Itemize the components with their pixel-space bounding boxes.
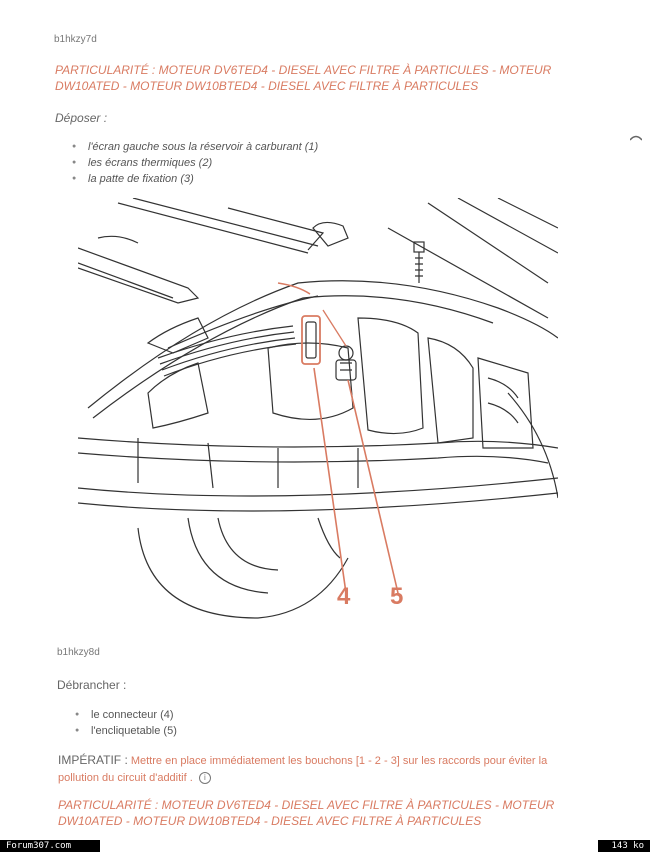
imperatif-label: IMPÉRATIF : (58, 753, 128, 767)
list-item: ● les écrans thermiques (2) (70, 155, 318, 171)
callout-4: 4 (337, 583, 351, 610)
list-item: ● la patte de fixation (3) (70, 171, 318, 187)
footer-site-bar (0, 840, 100, 852)
imperatif-text-line2: pollution du circuit d'additif . (58, 772, 193, 784)
section3-heading-line1: PARTICULARITÉ : MOTEUR DV6TED4 - DIESEL AVEC FILTRE À PARTICULES - MOTEUR (58, 798, 555, 812)
callout-5: 5 (390, 583, 404, 610)
technical-drawing (78, 198, 558, 623)
section1-action-label: Déposer : (55, 111, 108, 125)
info-icon[interactable]: i (199, 772, 211, 784)
reference-code-mid: b1hkzy8d (57, 647, 100, 658)
reference-code-top: b1hkzy7d (54, 34, 97, 45)
section3-heading (58, 797, 618, 829)
list-item: ● l'encliquetable (5) (73, 723, 177, 739)
section1-heading-line2: DW10ATED - MOTEUR DW10BTED4 - DIESEL AVEC FILTRE À PARTICULES (55, 79, 479, 93)
section1-heading-line1: PARTICULARITÉ : MOTEUR DV6TED4 - DIESEL AVEC FILTRE À PARTICULES - MOTEUR (55, 63, 552, 77)
footer-size: 143 ko (611, 841, 644, 851)
section1-list (70, 139, 318, 187)
imperatif-text-line1: Mettre en place immédiatement les bouchons [1 - 2 - 3] sur les raccords pour éviter la (130, 755, 548, 767)
section3-heading-line2: DW10ATED - MOTEUR DW10BTED4 - DIESEL AVEC FILTRE À PARTICULES (58, 814, 482, 828)
imperatif-note (58, 752, 618, 787)
section1-heading (55, 62, 615, 94)
footer-site: Forum307.com (6, 841, 72, 851)
section2-action-label: Débrancher : (57, 678, 127, 692)
list-item: ● le connecteur (4) (73, 707, 177, 723)
list-item: ● l'écran gauche sous la réservoir à carburant (1) (70, 139, 318, 155)
scan-mark-icon (630, 128, 642, 134)
section2-list (73, 707, 177, 739)
footer-size-bar (598, 840, 650, 852)
